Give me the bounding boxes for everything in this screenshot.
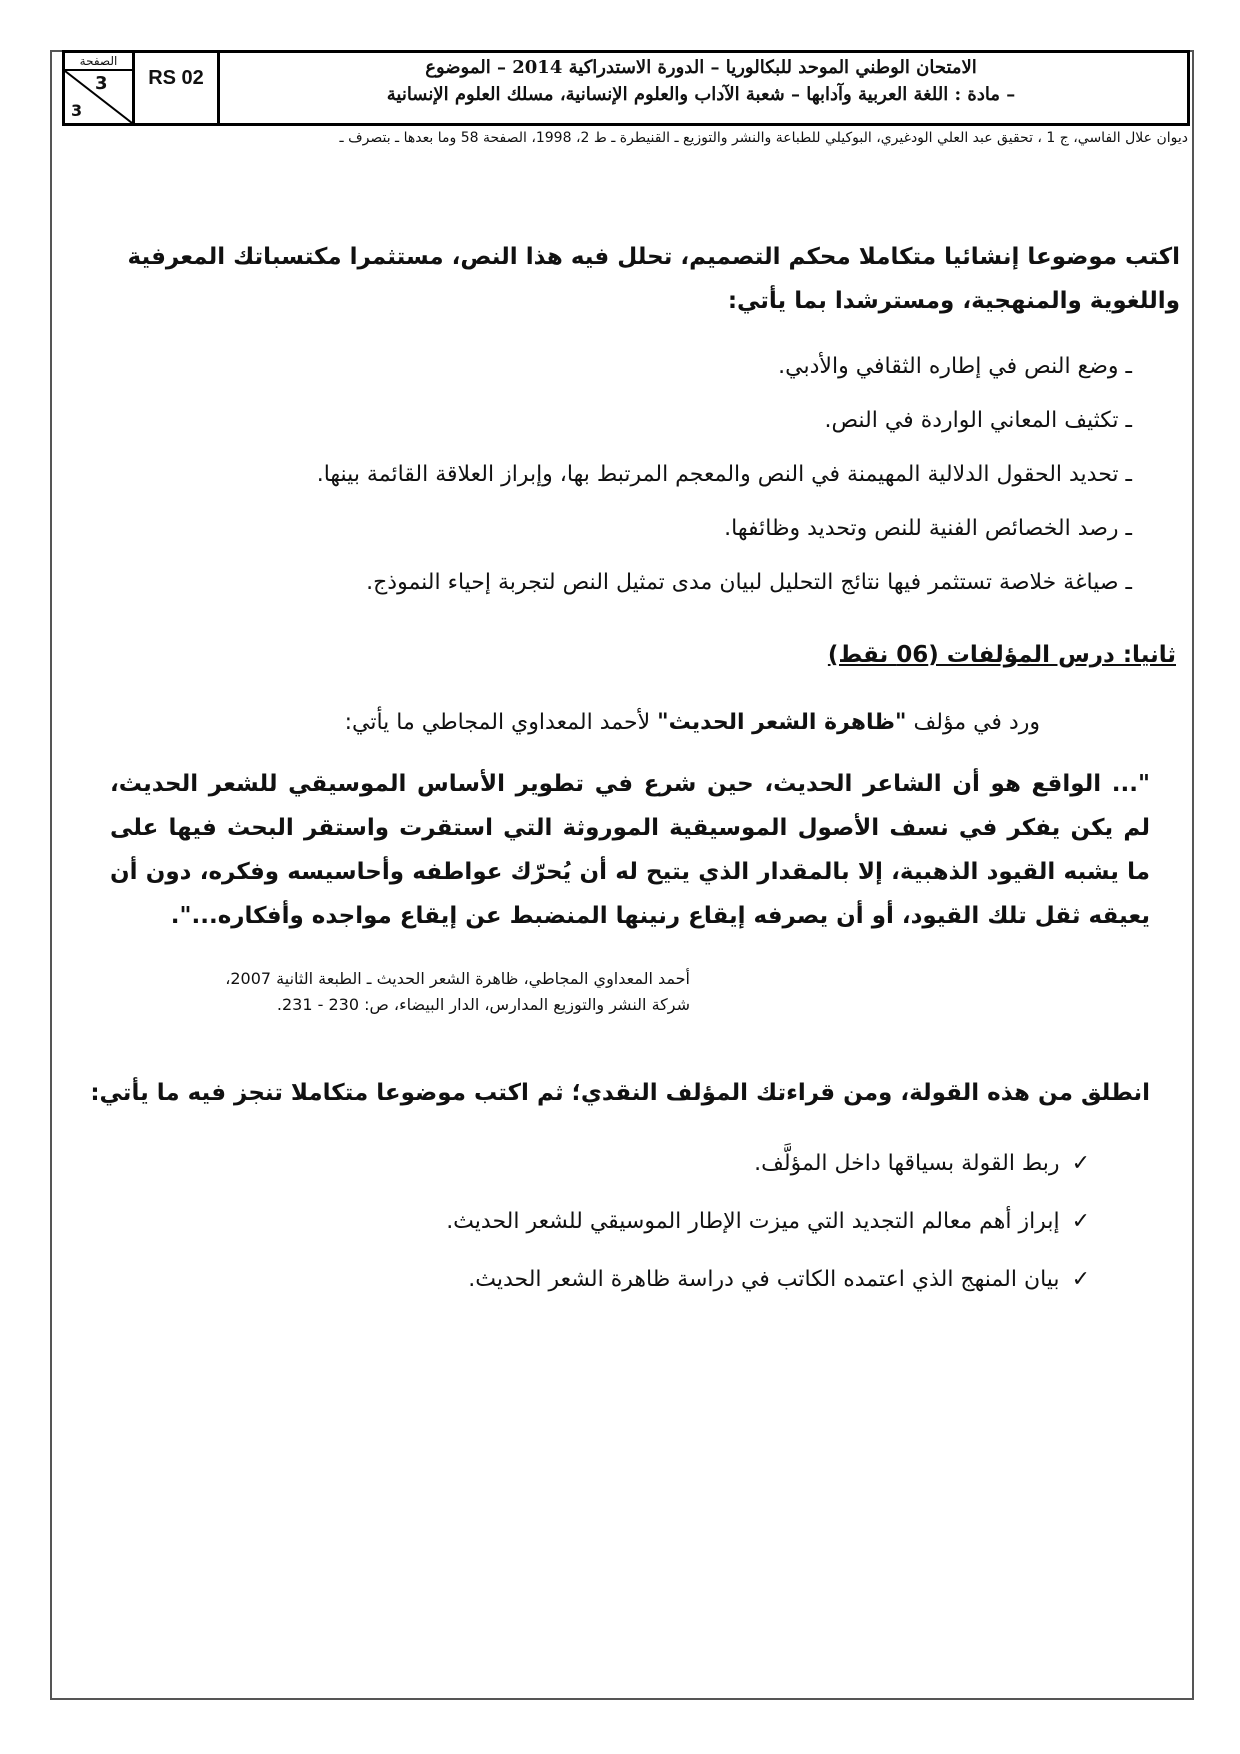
page-current: 3 <box>95 73 108 94</box>
check-text: بيان المنهج الذي اعتمده الكاتب في دراسة ظاهرة الشعر الحديث. <box>468 1267 1060 1292</box>
citation-line-2: شركة النشر والتوزيع المدارس، الدار البيضاء، ص: 230 - 231. <box>276 995 690 1014</box>
page-label: الصفحة <box>65 53 132 71</box>
section-title: ثانيا: درس المؤلفات (06 نقط) <box>827 642 1176 668</box>
header-line-1: الامتحان الوطني الموحد للبكالوريا – الدورة الاستدراكية 2014 – الموضوع <box>425 57 977 78</box>
check-icon: ✓ <box>1071 1151 1090 1176</box>
lead-before: ورد في مؤلف <box>906 710 1040 735</box>
citation <box>130 966 690 1018</box>
list-item: ـ تكثيف المعاني الواردة في النص. <box>824 408 1132 433</box>
check-text: إبراز أهم معالم التجديد التي ميزت الإطار الموسيقي للشعر الحديث. <box>446 1209 1060 1234</box>
analysis-instruction: اكتب موضوعا إنشائيا متكاملا محكم التصميم، تحلل فيه هذا النص، مستثمرا مكتسباتك المعرفية واللغوية والمنهجية، ومسترشدا بما يأتي: <box>127 244 1180 314</box>
list-item: ـ صياغة خلاصة تستثمر فيها نتائج التحليل لبيان مدى تمثيل النص لتجربة إحياء النموذج. <box>366 570 1132 595</box>
page-number-box <box>65 53 135 123</box>
list-item: ـ رصد الخصائص الفنية للنص وتحديد وظائفها. <box>724 516 1132 541</box>
list-item <box>190 1251 1090 1309</box>
check-icon: ✓ <box>1071 1209 1090 1234</box>
exam-header <box>62 50 1190 126</box>
task-list <box>82 340 1132 610</box>
essay-instruction: انطلق من هذه القولة، ومن قراءتك المؤلف النقدي؛ ثم اكتب موضوعا متكاملا تنجز فيه ما يأتي: <box>90 1080 1150 1106</box>
exam-code: RS 02 <box>135 53 220 123</box>
quotation: "... الواقع هو أن الشاعر الحديث، حين شرع في تطوير الأساس الموسيقي للشعر الحديث، لم يكن يفكر في نسف الأصول الموسيقية الموروثة التي استقرت واستقر البحث فيها على ما يشبه القيود الذهبية، إلا بالمقدار الذي يتيح له أن يُحرّك عواطفه وأحاسيسه وفكره، دون أن يعيقه ثقل تلك القيود، أو أن يصرفه إيقاع رنينها المنضبط عن إيقاع مواجده وأفكاره...". <box>110 771 1150 929</box>
check-text: ربط القولة بسياقها داخل المؤلَّف. <box>754 1151 1060 1176</box>
citation-line-1: أحمد المعداوي المجاطي، ظاهرة الشعر الحديث ـ الطبعة الثانية 2007، <box>225 969 690 988</box>
check-list <box>190 1135 1090 1309</box>
source-reference: ديوان علال الفاسي، ج 1 ، تحقيق عبد العلي الودغيري، البوكيلي للطباعة والنشر والتوزيع ـ القنيطرة ـ ط 2، 1998، الصفحة 58 وما بعدها ـ بتصرف ـ <box>339 130 1188 146</box>
page-total: 3 <box>71 101 83 120</box>
list-item: ـ تحديد الحقول الدلالية المهيمنة في النص والمعجم المرتبط بها، وإبراز العلاقة القائمة بينها. <box>316 462 1132 487</box>
list-item: ـ وضع النص في إطاره الثقافي والأدبي. <box>778 354 1132 379</box>
list-item <box>190 1135 1090 1193</box>
header-line-2: – مادة : اللغة العربية وآدابها – شعبة الآداب والعلوم الإنسانية، مسلك العلوم الإنسانية <box>386 84 1016 105</box>
list-item <box>190 1193 1090 1251</box>
lead-after: لأحمد المعداوي المجاطي ما يأتي: <box>344 710 658 735</box>
check-icon: ✓ <box>1071 1267 1090 1292</box>
book-title: "ظاهرة الشعر الحديث" <box>657 710 907 735</box>
header-title <box>225 53 1177 123</box>
quote-lead <box>345 710 1040 735</box>
